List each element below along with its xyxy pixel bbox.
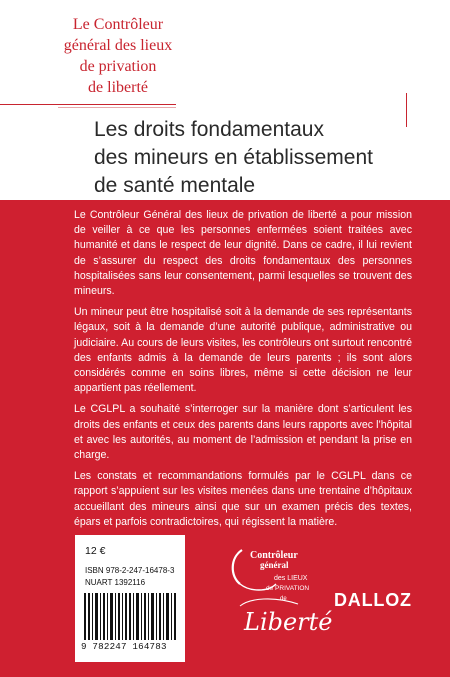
logo-text-3: des LIEUX <box>274 575 308 582</box>
title-line-2: des mineurs en établissement <box>94 146 373 169</box>
publisher-underline <box>0 104 176 105</box>
summary-paragraph-3: Le CGLPL a souhaité s’interroger sur la manière dont s’articulent les droits des enfants et ceux des parents dans leurs rapports avec l’hôpital et avec les autorités, au moment de l’admission et pendant la prise en charge. <box>74 403 412 462</box>
logo-text-5: de <box>280 596 287 602</box>
publisher-line-3: de privation <box>79 58 157 75</box>
publisher-line-4: de liberté <box>88 79 148 96</box>
publisher-line-1: Le Contrôleur <box>72 16 164 33</box>
publisher-name <box>58 14 178 98</box>
cglpl-logo-icon <box>222 540 333 644</box>
isbn: ISBN 978-2-247-16478-3 <box>85 566 175 575</box>
publisher-underline-accent <box>58 107 176 108</box>
book-title <box>94 116 414 200</box>
summary-paragraph-2: Un mineur peut être hospitalisé soit à la demande de ses représentants légaux, soit à la demande d’une autorité publique, administrative ou judiciaire. Au cours de leurs visites, les contrôleurs ont surtout rencontré des enfants admis à la demande de leurs parents ; ils sont alors considérés comme en soins libres, même si cette décision ne leur appartient pas réellement. <box>74 306 412 395</box>
publisher-line-2: général des lieux <box>63 37 173 54</box>
barcode-number: 9 782247 164783 <box>81 641 167 652</box>
cover-top-section <box>0 0 450 200</box>
logo-text-4: de PRIVATION <box>266 585 310 592</box>
summary-text <box>74 208 412 536</box>
price: 12 € <box>85 545 106 557</box>
barcode-label <box>75 535 185 662</box>
summary-paragraph-1: Le Contrôleur Général des lieux de privation de liberté a pour mission de veiller à ce que les personnes enfermées soient traitées avec humanité et dans le respect de leur dignité. Dans ce cadre, il lui revient de s’assurer du respect des droits fondamentaux des personnes hospitalisées sans leur consentement, parmi lesquelles se trouvent des mineurs. <box>74 209 412 298</box>
logo-text-1: Contrôleur <box>250 550 298 561</box>
logo-text-6: Liberté <box>244 608 333 636</box>
barcode-icon <box>84 593 178 640</box>
dalloz-brand-logo: DALLOZ <box>334 590 412 610</box>
nuart-code: NUART 1392116 <box>85 578 146 587</box>
summary-paragraph-4: Les constats et recommandations formulés par le CGLPL dans ce rapport s’appuient sur les visites menées dans une trentaine d’hôpitaux accueillant des mineurs ainsi que sur un examen précis des textes, épars et parfois contradictoires, qui régissent la matière. <box>74 470 412 528</box>
title-line-3: de santé mentale <box>94 174 256 197</box>
summary-panel <box>0 200 450 677</box>
title-line-1: Les droits fondamentaux <box>94 118 324 141</box>
logo-text-2: général <box>260 560 289 570</box>
